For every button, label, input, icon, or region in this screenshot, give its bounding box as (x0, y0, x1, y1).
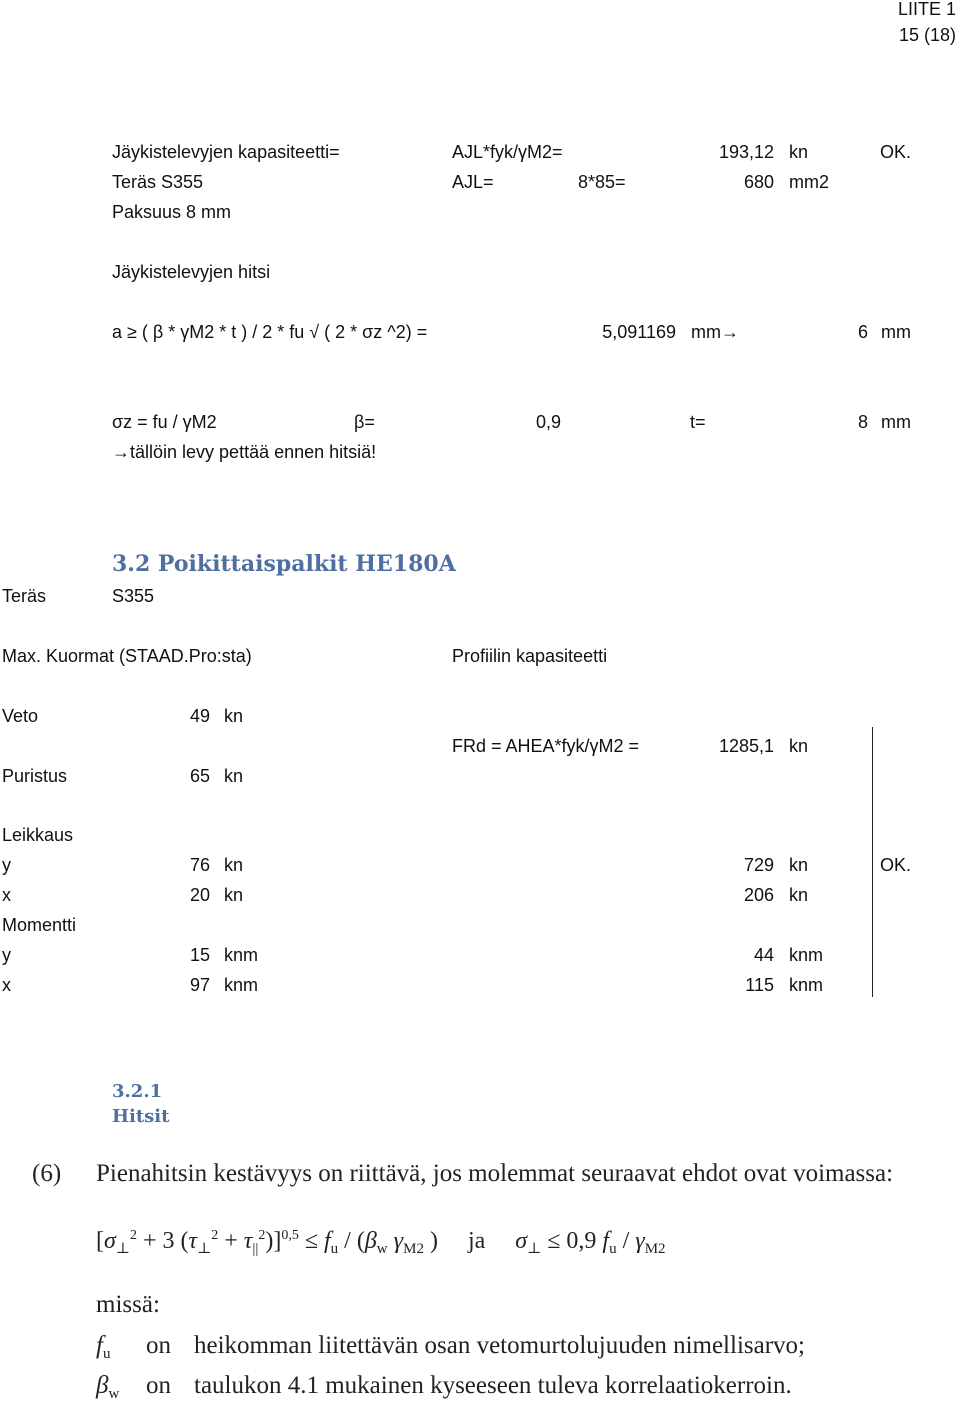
section-heading: 3.2 Poikittaispalkit HE180A (112, 551, 456, 577)
tension-unit: kn (224, 706, 244, 726)
row-capacity-unit: knm (789, 945, 824, 965)
appendix-label: LIITE 1 (897, 0, 956, 19)
weld-result: 5,091169 (602, 322, 676, 342)
stiffener-thickness: Paksuus 8 mm (112, 202, 232, 222)
clause-text: Pienahitsin kestävyys on riittävä, jos molemmat seuraavat ehdot ovat voimassa: (96, 1160, 894, 1187)
row-capacity: 206 (743, 885, 774, 905)
row-load-unit: knm (224, 975, 259, 995)
page-number: 15 (18) (898, 25, 956, 45)
beta-label: β= (354, 412, 375, 432)
stiffener-area-value: 680 (743, 172, 774, 192)
row-capacity-unit: kn (789, 855, 809, 875)
definition-word: on (146, 1372, 171, 1399)
definition-symbol: $\beta_w$ (96, 1372, 120, 1402)
weld-chosen: 6 (857, 322, 868, 342)
row-status: OK. (880, 855, 912, 875)
frd-value: 1285,1 (718, 736, 774, 756)
stiffener-area-formula: 8*85= (578, 172, 626, 192)
definition-symbol: $f_u$ (96, 1332, 111, 1362)
definition-word: on (146, 1332, 171, 1359)
row-load: 20 (189, 885, 210, 905)
subsection-number: 3.2.1 (112, 1081, 163, 1102)
stiffener-capacity-unit: kn (789, 142, 809, 162)
weld-formula: a ≥ ( β * γM2 * t ) / 2 * fu √ ( 2 * σz ^2) = (112, 322, 428, 342)
row-load-unit: knm (224, 945, 259, 965)
shear-label: Leikkaus (2, 825, 74, 845)
steel-value: S355 (112, 586, 155, 606)
moment-label: Momentti (2, 915, 77, 935)
row-load: 76 (189, 855, 210, 875)
t-value: 8 (857, 412, 868, 432)
row-axis: x (2, 885, 11, 905)
frd-unit: kn (789, 736, 809, 756)
compression-value: 65 (189, 766, 210, 786)
compression-label: Puristus (2, 766, 68, 786)
row-axis: y (2, 945, 11, 965)
frd-formula: FRd = AHEA*fyk/γM2 = (452, 736, 640, 756)
where-label: missä: (96, 1291, 160, 1318)
definition-text: taulukon 4.1 mukainen kyseeseen tuleva korrelaatiokerroin. (194, 1372, 792, 1399)
subsection-title: Hitsit (112, 1106, 170, 1127)
stiffener-capacity-label: Jäykistelevyjen kapasiteetti= (112, 142, 340, 162)
row-load: 97 (189, 975, 210, 995)
stiffener-area-unit: mm2 (789, 172, 829, 192)
definition-text: heikomman liitettävän osan vetomurtolujuuden nimellisarvo; (194, 1332, 805, 1359)
clause-number: (6) (32, 1160, 62, 1187)
row-capacity-unit: kn (789, 885, 809, 905)
row-capacity: 44 (753, 945, 774, 965)
stiffener-weld-title: Jäykistelevyjen hitsi (112, 262, 271, 282)
compression-unit: kn (224, 766, 244, 786)
t-label: t= (690, 412, 706, 432)
tension-value: 49 (189, 706, 210, 726)
weld-result-unit: mm→ (691, 322, 739, 342)
row-axis: x (2, 975, 11, 995)
sigma-formula: σz = fu / γM2 (112, 412, 217, 432)
capacity-header: Profiilin kapasiteetti (452, 646, 608, 666)
row-capacity: 115 (745, 975, 774, 995)
row-load: 15 (189, 945, 210, 965)
weld-chosen-unit: mm (881, 322, 911, 342)
t-unit: mm (881, 412, 911, 432)
tension-label: Veto (2, 706, 39, 726)
stiffener-steel-label: Teräs S355 (112, 172, 204, 192)
stiffener-note: →tällöin levy pettää ennen hitsiä! (112, 442, 377, 462)
table-border (872, 727, 873, 997)
row-capacity-unit: knm (789, 975, 824, 995)
stiffener-capacity-value: 193,12 (718, 142, 774, 162)
stiffener-capacity-formula: AJL*fyk/γM2= (452, 142, 563, 162)
beta-value: 0,9 (536, 412, 562, 432)
row-load-unit: kn (224, 855, 244, 875)
row-load-unit: kn (224, 885, 244, 905)
weld-condition-formula: [$\sigma_\perp^2 + 3$ $(\tau_\perp^2 + \tau_{||}^2)]^{0,5} \le f_u / (\beta_w$ $\gamma_{M2}$ ) ja $\sigma_\perp \le 0,9$ $f_u / \gamma_{M2}$ (96, 1228, 666, 1257)
row-axis: y (2, 855, 11, 875)
stiffener-capacity-status: OK. (880, 142, 912, 162)
row-capacity: 729 (743, 855, 774, 875)
loads-header: Max. Kuormat (STAAD.Pro:sta) (2, 646, 252, 666)
steel-label: Teräs (2, 586, 47, 606)
stiffener-area-label: AJL= (452, 172, 494, 192)
